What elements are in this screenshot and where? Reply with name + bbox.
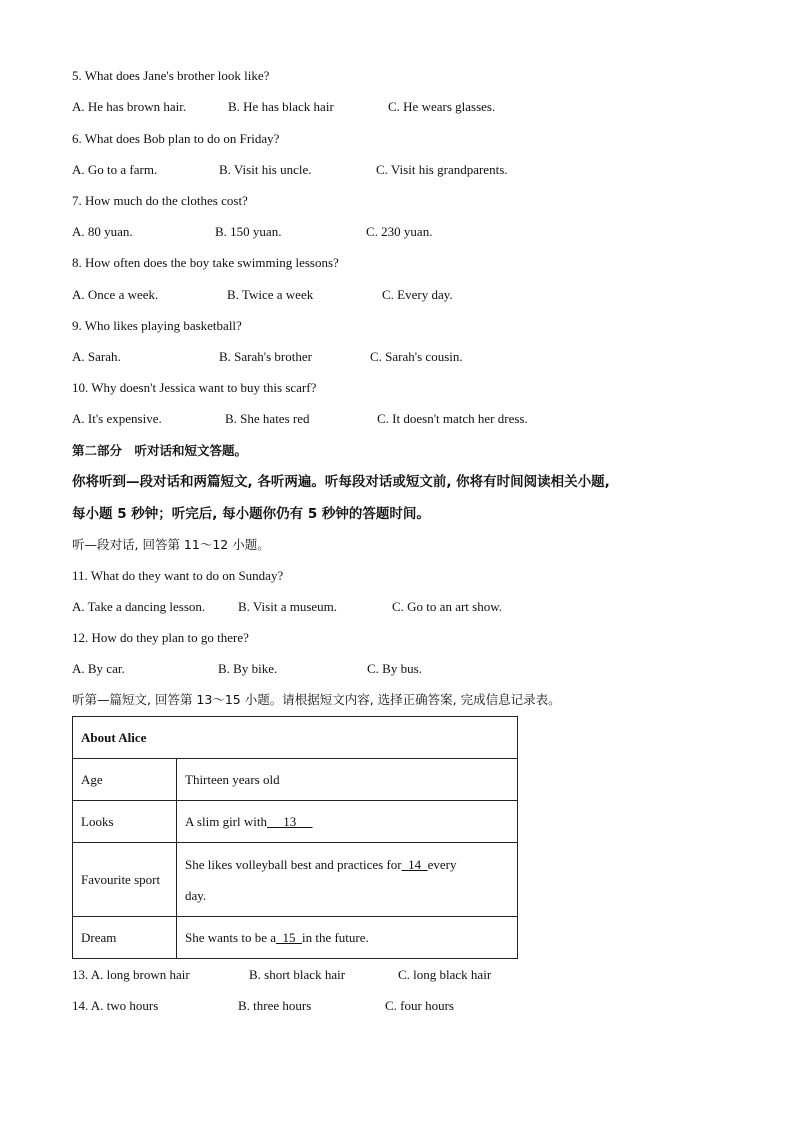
option-b: B. She hates red [225, 411, 310, 426]
option-b: B. short black hair [249, 967, 346, 982]
question-10-options [72, 411, 592, 427]
option-a: A. By car. [72, 661, 125, 676]
part2-heading: 第二部分 听对话和短文答题。 [72, 443, 248, 458]
option-c: C. Every day. [382, 287, 453, 302]
option-b: B. By bike. [218, 661, 278, 676]
option-b: B. Visit a museum. [238, 599, 338, 614]
question-7-stem: 7. How much do the clothes cost? [72, 193, 248, 208]
option-a: A. Once a week. [72, 287, 159, 302]
age-label: Age [73, 759, 177, 801]
option-c: C. He wears glasses. [388, 99, 496, 114]
sport-line-2: day. [185, 887, 207, 903]
table-row [73, 843, 518, 917]
passage-intro: 听第—篇短文, 回答第 13～15 小题。请根据短文内容, 选择正确答案, 完成信息记录表。 [72, 692, 561, 707]
table-row [73, 801, 518, 843]
option-a: A. It's expensive. [72, 411, 162, 426]
question-12-options [72, 661, 572, 677]
option-c: C. Sarah's cousin. [370, 349, 463, 364]
dream-value [177, 917, 518, 959]
table-row [73, 717, 518, 759]
option-b: B. Twice a week [227, 287, 314, 302]
age-value: Thirteen years old [177, 759, 518, 801]
option-b: B. Sarah's brother [219, 349, 312, 364]
dream-text-after: in the future. [301, 929, 369, 945]
sport-value [177, 843, 518, 917]
table-row [73, 917, 518, 959]
dream-label: Dream [73, 917, 177, 959]
part2-instructions-line1: 你将听到—段对话和两篇短文, 各听两遍。听每段对话或短文前, 你将有时间阅读相关小题, [72, 474, 610, 490]
question-14-options [72, 998, 572, 1014]
option-a: 14. A. two hours [72, 998, 159, 1013]
option-c: C. four hours [385, 998, 454, 1013]
option-a: A. He has brown hair. [72, 99, 187, 114]
looks-text: A slim girl with [185, 813, 267, 829]
sport-text: She likes volleyball best and practices for [185, 856, 402, 872]
question-5-options [72, 99, 572, 115]
question-8-stem: 8. How often does the boy take swimming lessons? [72, 255, 339, 270]
question-7-options [72, 224, 572, 240]
option-c: C. 230 yuan. [366, 224, 433, 239]
dream-text: She wants to be a [185, 929, 276, 945]
blank-15: 15 [275, 929, 302, 945]
question-8-options [72, 287, 572, 303]
table-title: About Alice [73, 717, 518, 759]
sport-label: Favourite sport [73, 843, 177, 917]
blank-14: 14 [401, 856, 428, 872]
option-a: 13. A. long brown hair [72, 967, 190, 982]
question-13-options [72, 967, 572, 983]
blank-13: 13 [266, 813, 313, 829]
alice-info-table [72, 716, 518, 959]
option-c: C. long black hair [398, 967, 492, 982]
question-11-stem: 11. What do they want to do on Sunday? [72, 568, 284, 583]
looks-label: Looks [73, 801, 177, 843]
option-c: C. By bus. [367, 661, 422, 676]
option-c: C. Go to an art show. [392, 599, 503, 614]
option-c: C. It doesn't match her dress. [377, 411, 528, 426]
option-b: B. Visit his uncle. [219, 162, 312, 177]
option-a: A. Go to a farm. [72, 162, 158, 177]
question-11-options [72, 599, 572, 615]
option-b: B. three hours [238, 998, 312, 1013]
part2-instructions-line2: 每小题 5 秒钟；听完后, 每小题你仍有 5 秒钟的答题时间。 [72, 506, 430, 522]
looks-value [177, 801, 518, 843]
option-c: C. Visit his grandparents. [376, 162, 508, 177]
question-9-options [72, 349, 572, 365]
question-5-stem: 5. What does Jane's brother look like? [72, 68, 270, 83]
option-b: B. 150 yuan. [215, 224, 282, 239]
question-12-stem: 12. How do they plan to go there? [72, 630, 249, 645]
question-10-stem: 10. Why doesn't Jessica want to buy this scarf? [72, 380, 317, 395]
question-6-options [72, 162, 572, 178]
option-a: A. Take a dancing lesson. [72, 599, 206, 614]
question-6-stem: 6. What does Bob plan to do on Friday? [72, 131, 280, 146]
dialogue-intro: 听—段对话, 回答第 11～12 小题。 [72, 537, 270, 552]
sport-line-1 [185, 849, 509, 880]
option-a: A. Sarah. [72, 349, 121, 364]
question-9-stem: 9. Who likes playing basketball? [72, 318, 242, 333]
table-row [73, 759, 518, 801]
option-a: A. 80 yuan. [72, 224, 133, 239]
sport-text-after: every [427, 856, 457, 872]
option-b: B. He has black hair [228, 99, 334, 114]
